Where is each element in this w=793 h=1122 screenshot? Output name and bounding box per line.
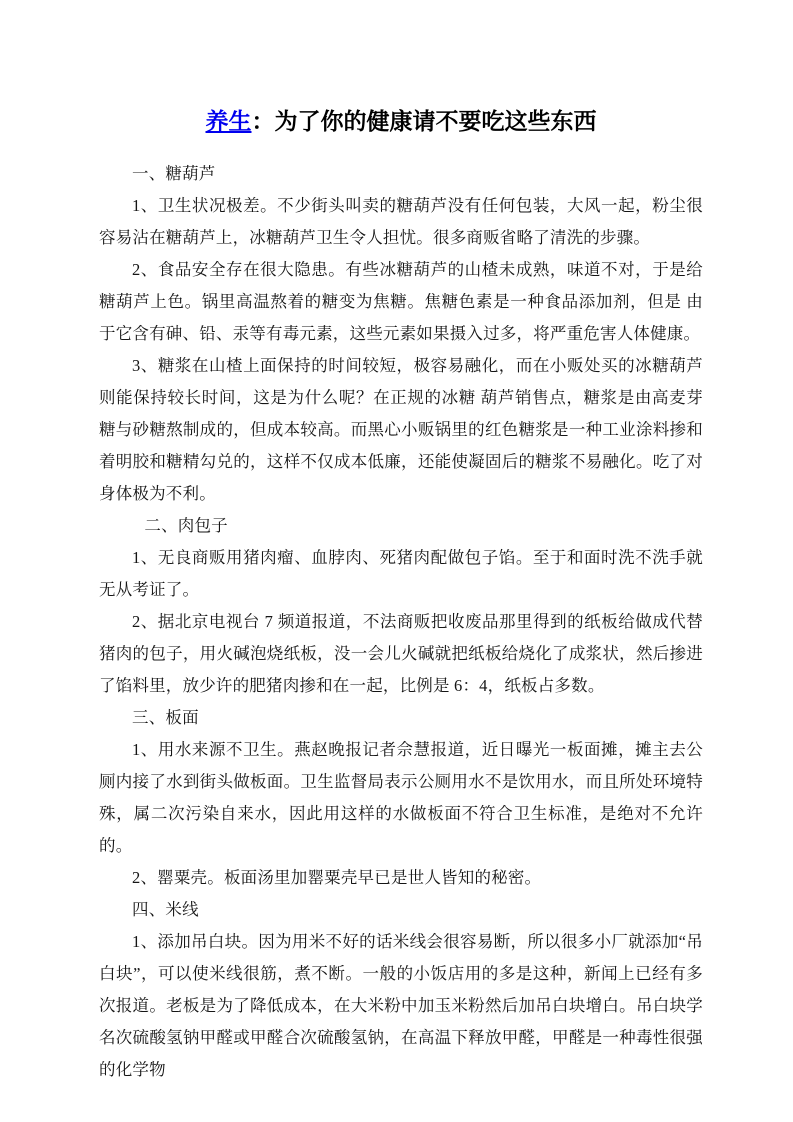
paragraph: 2、据北京电视台 7 频道报道，不法商贩把收废品那里得到的纸板给做成代替猪肉的包子，用火碱泡烧纸板，没一会儿火碱就把纸板给烧化了成浆状，然后掺进了馅料里，放少许的肥猪肉掺和在一起，比例是 6：4，纸板占多数。 [99,612,703,695]
document-title [99,104,703,140]
section-heading-2: 二、肉包子 [144,516,228,535]
paragraph: 3、糖浆在山楂上面保持的时间较短，极容易融化，而在小贩处买的冰糖葫芦则能保持较长时间，这是为什么呢？在正规的冰糖 葫芦销售点，糖浆是由高麦芽糖与砂糖熬制成的，但成本较高。而黑心小贩锅里的红色糖浆是一种工业涂料掺和着明胶和糖精勾兑的，这样不仅成本低廉，还能使凝固后的糖浆不易融化。吃了对身体极为不利。 [99,356,703,503]
paragraph: 1、用水来源不卫生。燕赵晚报记者佘慧报道，近日曝光一板面摊，摊主去公厕内接了水到街头做板面。卫生监督局表示公厕用水不是饮用水，而且所处环境特殊，属二次污染自来水，因此用这样的水做板面不符合卫生标准，是绝对不允许的。 [99,740,703,855]
paragraph: 1、卫生状况极差。不少街头叫卖的糖葫芦没有任何包装，大风一起，粉尘很容易沾在糖葫芦上，冰糖葫芦卫生令人担忧。很多商贩省略了清洗的步骤。 [99,196,703,247]
paragraph: 2、罂粟壳。板面汤里加罂粟壳早已是世人皆知的秘密。 [132,868,542,887]
section-heading-4: 四、米线 [132,900,199,919]
title-text: ：为了你的健康请不要吃这些东西 [251,109,597,134]
document-text [99,158,703,1086]
paragraph: 2、食品安全存在很大隐患。有些冰糖葫芦的山楂未成熟，味道不对，于是给糖葫芦上色。锅里高温熬着的糖变为焦糖。焦糖色素是一种食品添加剂，但是 由于它含有砷、铅、汞等有毒元素，这些元素如果摄入过多，将严重危害人体健康。 [99,260,703,343]
paragraph: 1、无良商贩用猪肉瘤、血脖肉、死猪肉配做包子馅。至于和面时洗不洗手就无从考证了。 [99,548,703,599]
title-hyperlink[interactable]: 养生 [205,109,252,134]
section-heading-3: 三、板面 [132,708,199,727]
section-heading-1: 一、糖葫芦 [132,164,216,183]
document-body [99,104,703,1086]
paragraph: 1、添加吊白块。因为用米不好的话米线会很容易断，所以很多小厂就添加“吊白块”，可以使米线很筋，煮不断。一般的小饭店用的多是这种，新闻上已经有多次报道。老板是为了降低成本，在大米粉中加玉米粉然后加吊白块增白。吊白块学名次硫酸氢钠甲醛或甲醛合次硫酸氢钠，在高温下释放甲醛，甲醛是一种毒性很强的化学物 [99,932,703,1079]
